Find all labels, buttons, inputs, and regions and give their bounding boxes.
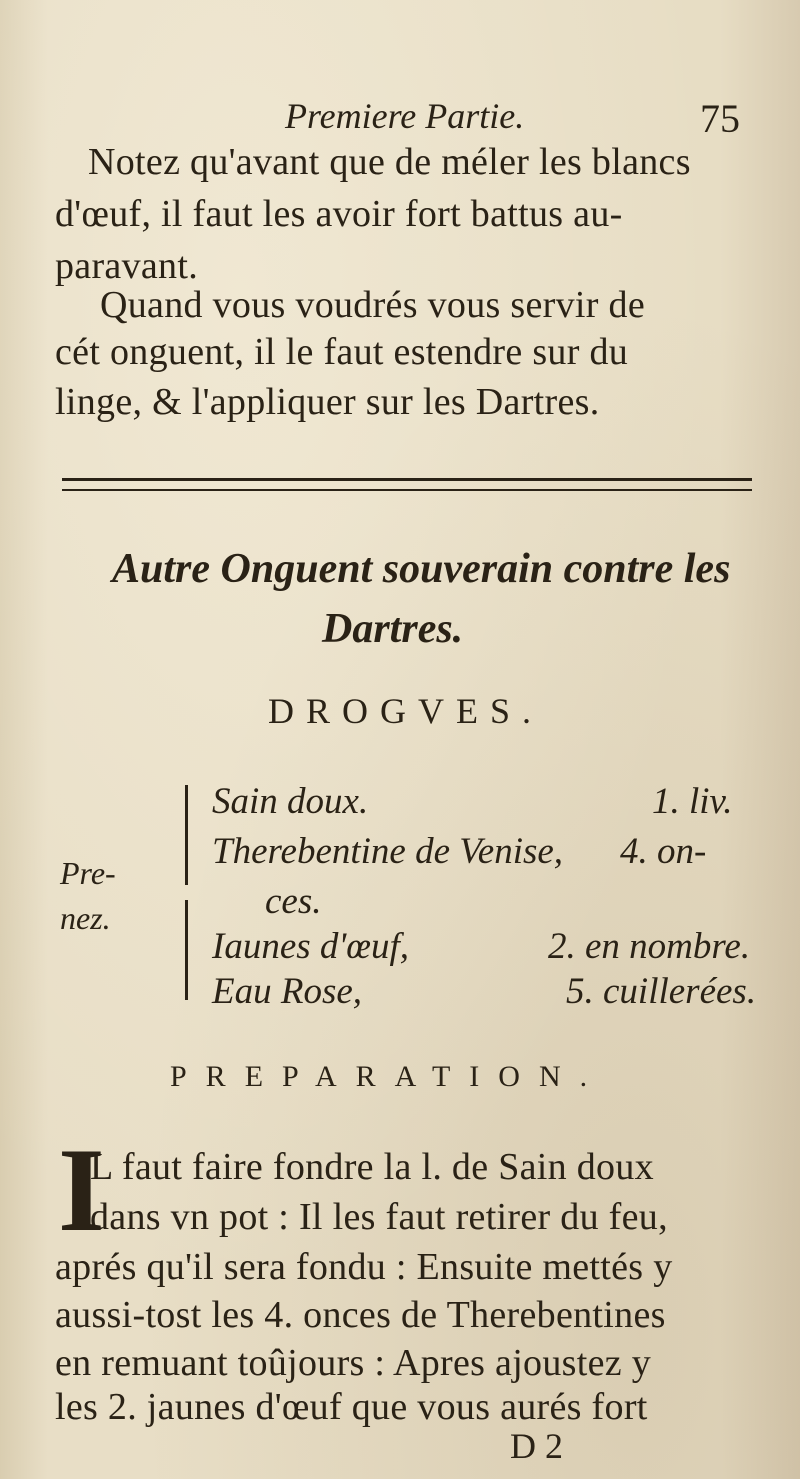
text-line: aprés qu'il sera fondu : Ensuite mettés y (55, 1246, 673, 1288)
brace-line (185, 900, 188, 1000)
ornamental-rule (62, 478, 752, 491)
running-title: Premiere Partie. (285, 96, 525, 136)
preparation-heading: PREPARATION. (170, 1060, 607, 1093)
signature-mark: D 2 (510, 1426, 563, 1466)
text-line: L faut faire fondre la l. de Sain doux (90, 1146, 654, 1188)
prenez-label-cont: nez. (60, 900, 111, 936)
ingredient-qty: 4. on- (620, 831, 707, 872)
ingredient-name: Therebentine de Venise, (212, 831, 564, 872)
ingredient-name: Iaunes d'œuf, (212, 926, 410, 967)
text-line: d'œuf, il faut les avoir fort battus au- (55, 193, 623, 235)
page-number: 75 (700, 96, 740, 141)
ingredient-name: Sain doux. (212, 781, 369, 822)
section-title-cont: Dartres. (322, 606, 464, 652)
text-line: dans vn pot : Il les faut retirer du feu, (90, 1196, 668, 1238)
text-line: paravant. (55, 245, 199, 287)
prenez-label: Pre- (60, 855, 116, 891)
ingredient-qty: 5. cuillerées. (566, 971, 757, 1012)
drop-cap: I (58, 1123, 105, 1256)
brace-line (185, 785, 188, 885)
text-line: les 2. jaunes d'œuf que vous aurés fort (55, 1386, 648, 1428)
section-title: Autre Onguent souverain contre les (112, 546, 731, 592)
text-line: linge, & l'appliquer sur les Dartres. (55, 381, 600, 423)
ingredient-name: ces. (265, 881, 322, 922)
text-line: Notez qu'avant que de méler les blancs (88, 141, 691, 183)
text-line: aussi-tost les 4. onces de Therebentines (55, 1294, 666, 1336)
text-line: en remuant toûjours : Apres ajoustez y (55, 1342, 652, 1384)
drogues-heading: DROGVES. (268, 691, 544, 731)
text-line: Quand vous voudrés vous servir de (100, 284, 645, 326)
ingredient-qty: 2. en nombre. (548, 926, 751, 967)
text-line: cét onguent, il le faut estendre sur du (55, 331, 629, 373)
ingredient-qty: 1. liv. (652, 781, 733, 822)
ingredient-name: Eau Rose, (212, 971, 363, 1012)
